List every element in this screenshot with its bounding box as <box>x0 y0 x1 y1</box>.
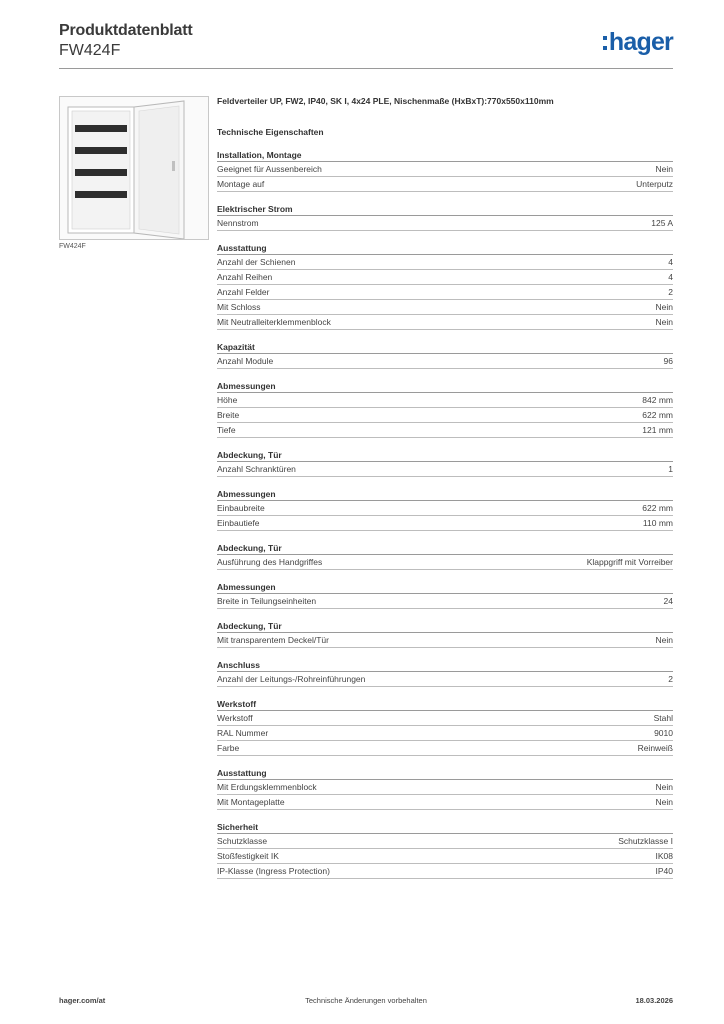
property-row <box>217 594 673 609</box>
product-description: Feldverteiler UP, FW2, IP40, SK I, 4x24 PLE, Nischenmaße (HxBxT):770x550x110mm <box>217 96 554 106</box>
property-row <box>217 162 673 177</box>
property-label: Anzahl Module <box>217 356 274 366</box>
property-value: 9010 <box>654 728 673 738</box>
page-title: Produktdatenblatt <box>59 22 193 39</box>
property-label: Mit Erdungsklemmenblock <box>217 782 317 792</box>
property-row <box>217 672 673 687</box>
property-row <box>217 795 673 810</box>
property-label: Einbautiefe <box>217 518 260 528</box>
property-value: Unterputz <box>636 179 673 189</box>
property-label: Nennstrom <box>217 218 259 228</box>
property-label: Breite <box>217 410 240 420</box>
property-label: Montage auf <box>217 179 265 189</box>
page-header <box>59 20 673 68</box>
logo-text: hager <box>608 28 673 56</box>
property-section <box>217 581 673 609</box>
property-label: Anzahl der Schienen <box>217 257 296 267</box>
section-title: Abmessungen <box>217 581 673 594</box>
property-section <box>217 449 673 477</box>
property-label: Breite in Teilungseinheiten <box>217 596 317 606</box>
footer-disclaimer: Technische Änderungen vorbehalten <box>305 996 427 1005</box>
property-value: IK08 <box>655 851 673 861</box>
property-section <box>217 659 673 687</box>
property-section <box>217 620 673 648</box>
property-row <box>217 315 673 330</box>
property-value: Klappgriff mit Vorreiber <box>586 557 673 567</box>
property-row <box>217 216 673 231</box>
property-value: 24 <box>663 596 673 606</box>
section-title: Abdeckung, Tür <box>217 620 673 633</box>
property-label: Ausführung des Handgriffes <box>217 557 323 567</box>
property-row <box>217 633 673 648</box>
property-label: Anzahl Felder <box>217 287 270 297</box>
property-row <box>217 501 673 516</box>
page-footer <box>59 996 673 1008</box>
property-row <box>217 393 673 408</box>
property-label: IP-Klasse (Ingress Protection) <box>217 866 330 876</box>
property-section <box>217 380 673 438</box>
property-row <box>217 255 673 270</box>
property-value: 1 <box>668 464 673 474</box>
property-section <box>217 698 673 756</box>
section-title: Elektrischer Strom <box>217 203 673 216</box>
property-label: Werkstoff <box>217 713 253 723</box>
property-value: 96 <box>663 356 673 366</box>
property-label: Einbaubreite <box>217 503 265 513</box>
property-value: Nein <box>655 635 673 645</box>
property-row <box>217 423 673 438</box>
header-divider <box>59 68 673 69</box>
property-section <box>217 542 673 570</box>
section-title: Abdeckung, Tür <box>217 449 673 462</box>
section-title: Abmessungen <box>217 380 673 393</box>
property-label: Anzahl Schranktüren <box>217 464 296 474</box>
property-row <box>217 726 673 741</box>
property-label: Geeignet für Aussenbereich <box>217 164 322 174</box>
property-value: 2 <box>668 287 673 297</box>
property-row <box>217 849 673 864</box>
property-section <box>217 341 673 369</box>
property-label: Höhe <box>217 395 238 405</box>
section-title: Installation, Montage <box>217 149 673 162</box>
logo-colon-icon <box>603 36 607 50</box>
property-value: Nein <box>655 164 673 174</box>
section-title: Anschluss <box>217 659 673 672</box>
property-value: Nein <box>655 317 673 327</box>
property-row <box>217 780 673 795</box>
hager-logo <box>603 28 673 56</box>
property-value: Nein <box>655 302 673 312</box>
property-section <box>217 767 673 810</box>
property-label: Mit transparentem Deckel/Tür <box>217 635 329 645</box>
property-label: Anzahl Reihen <box>217 272 273 282</box>
property-label: Schutzklasse <box>217 836 268 846</box>
property-label: Anzahl der Leitungs-/Rohreinführungen <box>217 674 366 684</box>
section-title: Sicherheit <box>217 821 673 834</box>
property-row <box>217 354 673 369</box>
property-value: 842 mm <box>642 395 673 405</box>
property-value: 121 mm <box>642 425 673 435</box>
property-row <box>217 300 673 315</box>
footer-website: hager.com/at <box>59 996 106 1005</box>
property-value: 110 mm <box>642 518 673 528</box>
section-title: Abdeckung, Tür <box>217 542 673 555</box>
section-title: Abmessungen <box>217 488 673 501</box>
property-row <box>217 741 673 756</box>
property-label: Farbe <box>217 743 240 753</box>
section-title: Ausstattung <box>217 767 673 780</box>
property-value: Nein <box>655 797 673 807</box>
property-value: Nein <box>655 782 673 792</box>
section-title: Werkstoff <box>217 698 673 711</box>
technical-properties-heading: Technische Eigenschaften <box>217 127 324 137</box>
property-label: RAL Nummer <box>217 728 269 738</box>
property-section <box>217 488 673 531</box>
property-label: Mit Neutralleiterklemmenblock <box>217 317 331 327</box>
property-value: 2 <box>668 674 673 684</box>
property-section <box>217 821 673 879</box>
property-row <box>217 462 673 477</box>
property-value: 4 <box>668 272 673 282</box>
property-row <box>217 711 673 726</box>
property-sections <box>217 149 673 879</box>
property-label: Stoßfestigkeit IK <box>217 851 279 861</box>
property-label: Mit Montageplatte <box>217 797 285 807</box>
property-section <box>217 149 673 192</box>
property-value: Stahl <box>653 713 673 723</box>
property-row <box>217 864 673 879</box>
product-number: FW424F <box>59 42 121 59</box>
property-value: IP40 <box>655 866 673 876</box>
property-value: Schutzklasse I <box>618 836 673 846</box>
property-value: 622 mm <box>642 503 673 513</box>
product-details <box>217 94 673 890</box>
section-title: Kapazität <box>217 341 673 354</box>
property-label: Mit Schloss <box>217 302 261 312</box>
property-row <box>217 408 673 423</box>
property-row <box>217 270 673 285</box>
property-row <box>217 516 673 531</box>
property-value: 4 <box>668 257 673 267</box>
property-row <box>217 555 673 570</box>
property-row <box>217 177 673 192</box>
property-value: Reinweiß <box>637 743 673 753</box>
property-value: 622 mm <box>642 410 673 420</box>
property-value: 125 A <box>651 218 673 228</box>
property-row <box>217 285 673 300</box>
property-section <box>217 203 673 231</box>
product-image <box>59 96 209 240</box>
property-section <box>217 242 673 330</box>
product-image-caption: FW424F <box>59 243 86 250</box>
section-title: Ausstattung <box>217 242 673 255</box>
property-label: Tiefe <box>217 425 236 435</box>
property-row <box>217 834 673 849</box>
footer-date: 18.03.2026 <box>635 996 673 1005</box>
